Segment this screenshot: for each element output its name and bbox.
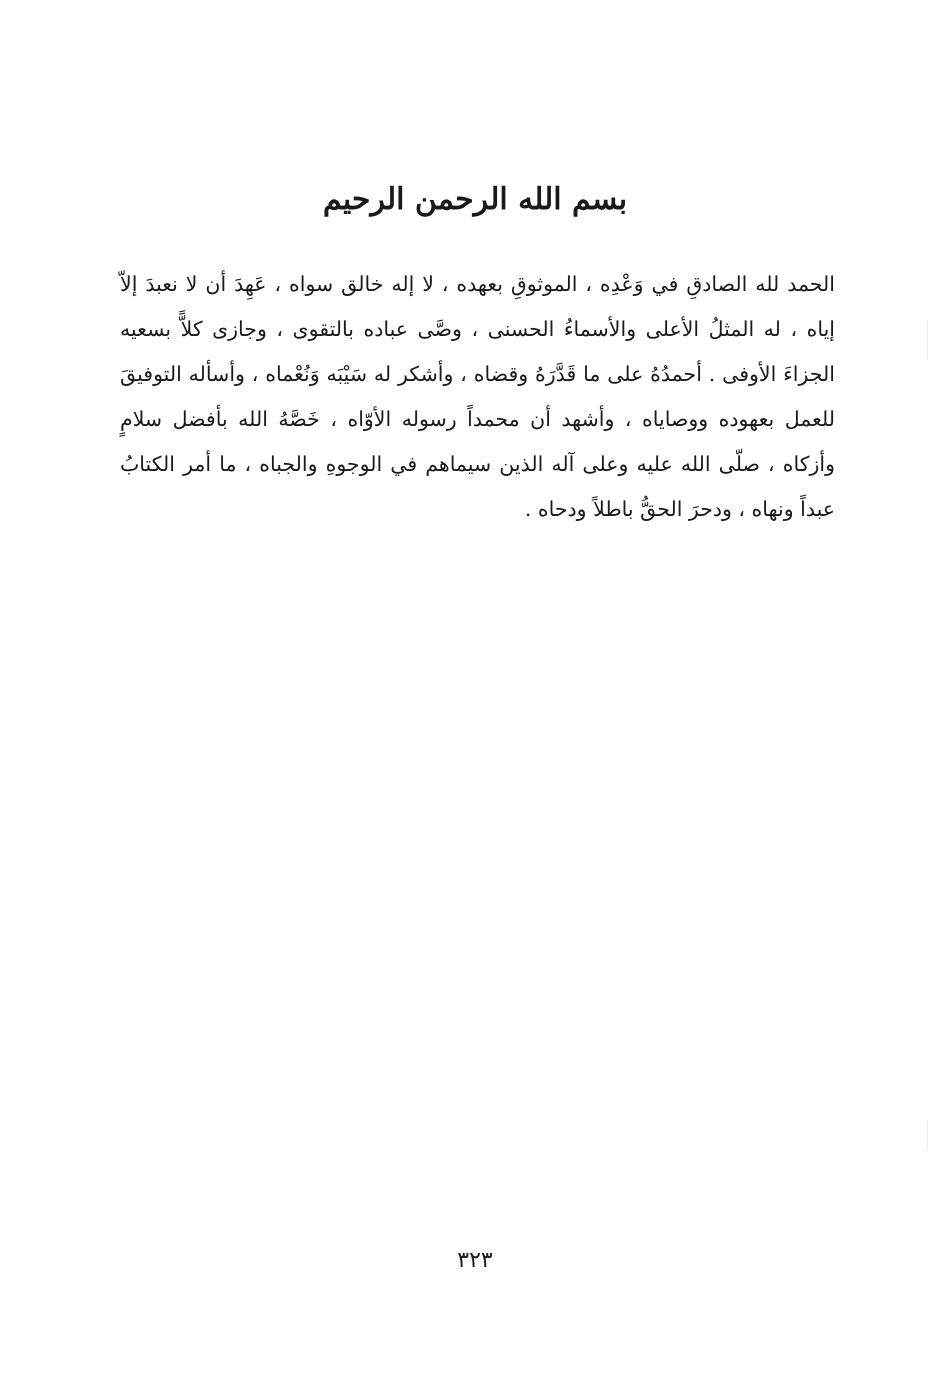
margin-scan-mark xyxy=(927,320,928,360)
body-paragraph: الحمد لله الصادقِ في وَعْدِه ، الموثوقِ بعهده ، لا إله خالق سواه ، عَهِدَ أن لا نعبدَ إلاّ إياه ، له المثلُ الأعلى والأسماءُ الحسنى ، وصَّى عباده بالتقوى ، وجازى كلاًّ بسعيه الجزاءَ الأوفى . أحمدُهُ على ما قَدَّرَهُ وقضاه ، وأشكر له سَيْبَه وَنُعْماه ، وأسأله التوفيقَ للعمل بعهوده ووصاياه ، وأشهد أن محمداً رسوله الأوّاه ، خَصَّهُ الله بأفضل سلامٍ وأزكاه ، صلّى الله عليه وعلى آله الذين سيماهم في الوجوهِ والجباه ، ما أمر الكتابُ عبداً ونهاه ، ودحرَ الحقُّ باطلاً ودحاه . xyxy=(120,272,835,521)
page-heading: بسم الله الرحمن الرحيم xyxy=(322,182,628,217)
margin-scan-mark xyxy=(927,1120,928,1150)
page-number: ٣٢٣ xyxy=(457,1248,493,1273)
